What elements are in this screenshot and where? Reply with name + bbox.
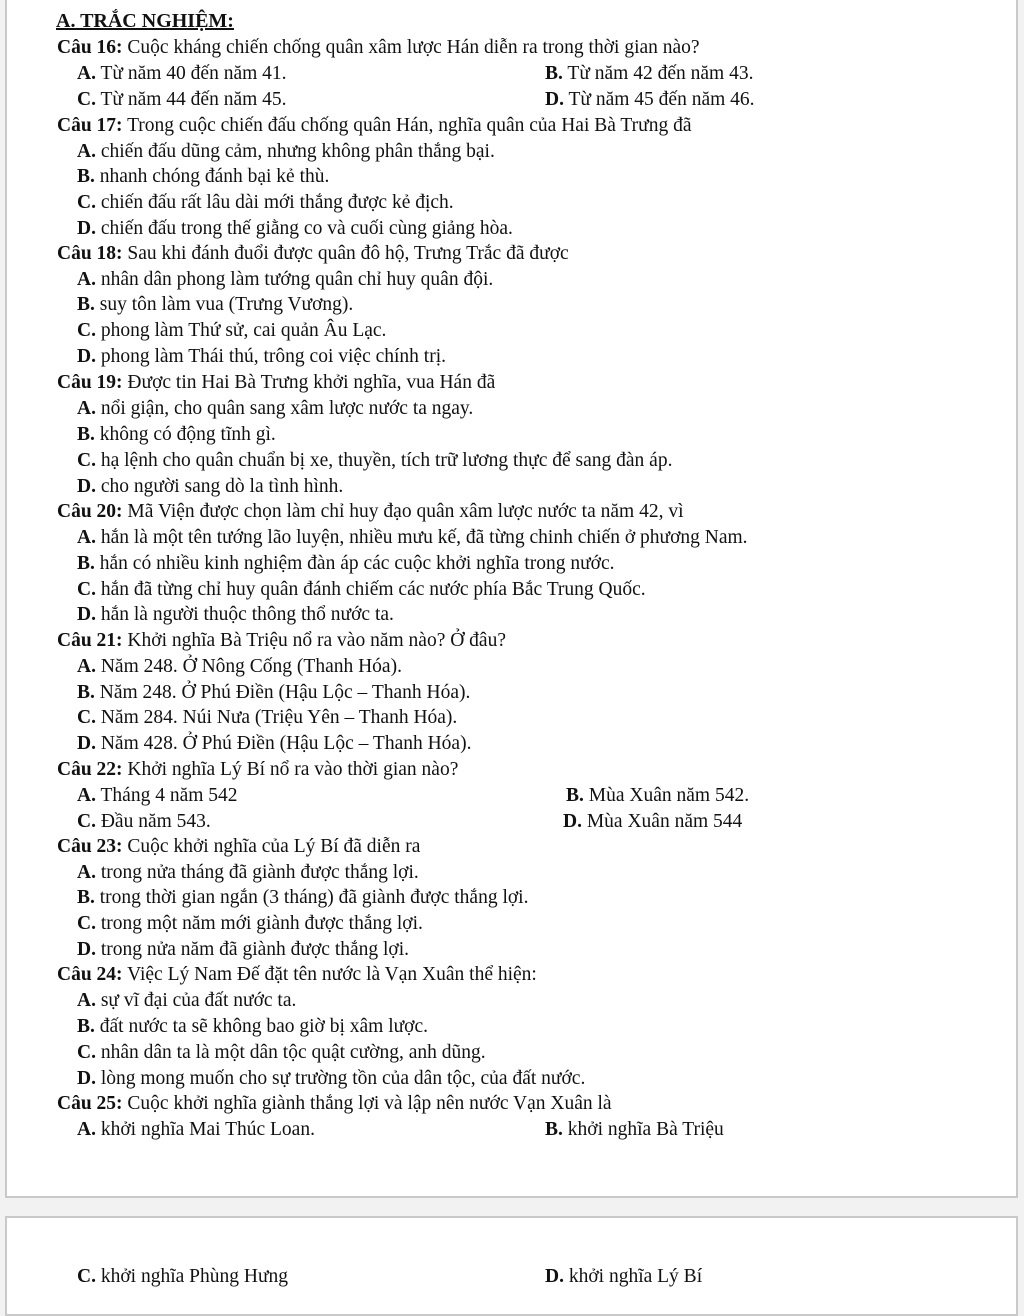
q23-option-c: C. trong một năm mới giành được thắng lợi. <box>77 913 423 934</box>
question-20: Câu 20: Mã Viện được chọn làm chỉ huy đạo quân xâm lược nước ta năm 42, vì <box>57 501 684 522</box>
question-21: Câu 21: Khởi nghĩa Bà Triệu nổ ra vào năm nào? Ở đâu? <box>57 630 506 651</box>
q23-option-a: A. trong nửa tháng đã giành được thắng lợi. <box>77 862 419 883</box>
q21-option-b: B. Năm 248. Ở Phú Điền (Hậu Lộc – Thanh Hóa). <box>77 682 471 703</box>
q22-option-c: C. Đầu năm 543. <box>77 811 211 832</box>
q16-option-d: D. Từ năm 45 đến năm 46. <box>545 89 755 110</box>
question-25: Câu 25: Cuộc khởi nghĩa giành thắng lợi và lập nên nước Vạn Xuân là <box>57 1093 612 1114</box>
q21-option-a: A. Năm 248. Ở Nông Cống (Thanh Hóa). <box>77 656 402 677</box>
q25-option-a: A. khởi nghĩa Mai Thúc Loan. <box>77 1119 315 1140</box>
q25-option-c: C. khởi nghĩa Phùng Hưng <box>77 1266 289 1287</box>
question-24: Câu 24: Việc Lý Nam Đế đặt tên nước là Vạn Xuân thể hiện: <box>57 964 537 985</box>
q18-option-b: B. suy tôn làm vua (Trưng Vương). <box>77 294 354 315</box>
q22-option-b: B. Mùa Xuân năm 542. <box>566 785 750 806</box>
q24-option-d: D. lòng mong muốn cho sự trường tồn của dân tộc, của đất nước. <box>77 1068 586 1089</box>
q17-option-b: B. nhanh chóng đánh bại kẻ thù. <box>77 166 330 187</box>
q20-option-c: C. hắn đã từng chỉ huy quân đánh chiếm các nước phía Bắc Trung Quốc. <box>77 579 646 600</box>
q16-option-b: B. Từ năm 42 đến năm 43. <box>545 63 754 84</box>
q16-option-a: A. Từ năm 40 đến năm 41. <box>77 63 287 84</box>
section-title: A. TRẮC NGHIỆM: <box>56 10 234 32</box>
q17-option-d: D. chiến đấu trong thế giằng co và cuối cùng giảng hòa. <box>77 218 513 239</box>
q19-option-d: D. cho người sang dò la tình hình. <box>77 476 344 497</box>
q19-option-b: B. không có động tĩnh gì. <box>77 424 276 445</box>
q20-option-d: D. hắn là người thuộc thông thổ nước ta. <box>77 604 394 625</box>
q20-option-a: A. hắn là một tên tướng lão luyện, nhiều mưu kế, đã từng chinh chiến ở phương Nam. <box>77 527 748 548</box>
q24-option-c: C. nhân dân ta là một dân tộc quật cường, anh dũng. <box>77 1042 486 1063</box>
question-17: Câu 17: Trong cuộc chiến đấu chống quân Hán, nghĩa quân của Hai Bà Trưng đã <box>57 115 692 136</box>
q25-option-d: D. khởi nghĩa Lý Bí <box>545 1266 703 1287</box>
q18-option-a: A. nhân dân phong làm tướng quân chỉ huy quân đội. <box>77 269 494 290</box>
question-22: Câu 22: Khởi nghĩa Lý Bí nổ ra vào thời gian nào? <box>57 759 459 780</box>
q22-option-a: A. Tháng 4 năm 542 <box>77 785 238 806</box>
q19-option-a: A. nổi giận, cho quân sang xâm lược nước ta ngay. <box>77 398 474 419</box>
q17-option-c: C. chiến đấu rất lâu dài mới thắng được kẻ địch. <box>77 192 454 213</box>
q19-option-c: C. hạ lệnh cho quân chuẩn bị xe, thuyền, tích trữ lương thực để sang đàn áp. <box>77 450 673 471</box>
q17-option-a: A. chiến đấu dũng cảm, nhưng không phân thắng bại. <box>77 141 495 162</box>
q18-option-d: D. phong làm Thái thú, trông coi việc chính trị. <box>77 346 446 367</box>
q22-option-d: D. Mùa Xuân năm 544 <box>563 811 743 832</box>
question-23: Câu 23: Cuộc khởi nghĩa của Lý Bí đã diễn ra <box>57 836 421 857</box>
q23-option-b: B. trong thời gian ngắn (3 tháng) đã giành được thắng lợi. <box>77 887 529 908</box>
q24-option-a: A. sự vĩ đại của đất nước ta. <box>77 990 297 1011</box>
question-18: Câu 18: Sau khi đánh đuổi được quân đô hộ, Trưng Trắc đã được <box>57 243 569 264</box>
q24-option-b: B. đất nước ta sẽ không bao giờ bị xâm lược. <box>77 1016 429 1037</box>
question-16: Câu 16: Cuộc kháng chiến chống quân xâm lược Hán diễn ra trong thời gian nào? <box>57 37 700 58</box>
q21-option-d: D. Năm 428. Ở Phú Điền (Hậu Lộc – Thanh Hóa). <box>77 733 472 754</box>
q21-option-c: C. Năm 284. Núi Nưa (Triệu Yên – Thanh Hóa). <box>77 707 458 728</box>
question-19: Câu 19: Được tin Hai Bà Trưng khởi nghĩa, vua Hán đã <box>57 372 496 393</box>
q18-option-c: C. phong làm Thứ sử, cai quản Âu Lạc. <box>77 320 387 341</box>
q16-option-c: C. Từ năm 44 đến năm 45. <box>77 89 287 110</box>
q20-option-b: B. hắn có nhiều kinh nghiệm đàn áp các cuộc khởi nghĩa trong nước. <box>77 553 615 574</box>
q23-option-d: D. trong nửa năm đã giành được thắng lợi. <box>77 939 410 960</box>
q25-option-b: B. khởi nghĩa Bà Triệu <box>545 1119 724 1140</box>
